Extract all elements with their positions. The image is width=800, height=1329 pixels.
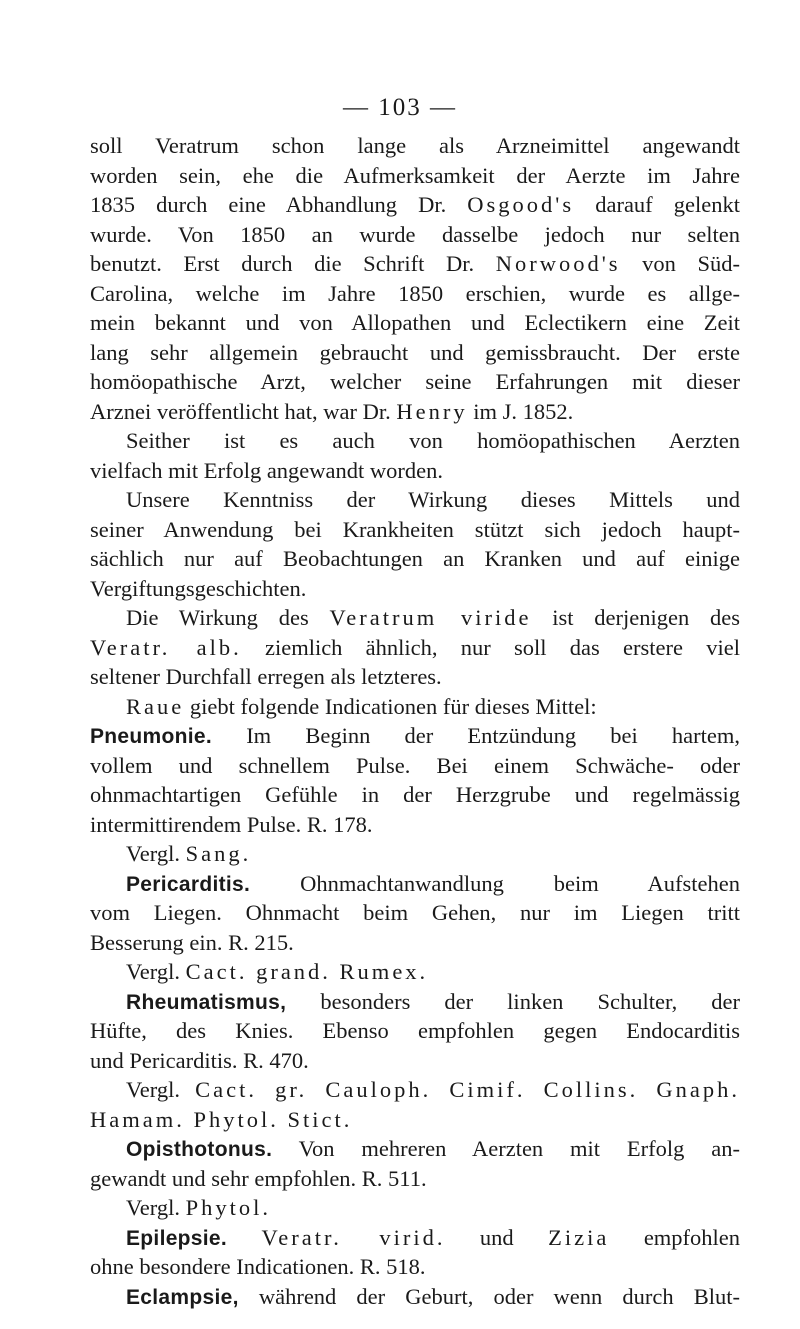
remedy-name: Veratrum viride	[329, 605, 532, 630]
remedy-name: Veratr. virid.	[261, 1224, 446, 1250]
text-line	[90, 1105, 740, 1135]
author-name: Henry	[396, 398, 468, 424]
text-line: Hüfte, des Knies. Ebenso empfohlen gegen Endocarditis	[90, 1018, 740, 1043]
text-line: seiner Anwendung bei Krankheiten stützt sich jedoch haupt-	[90, 516, 740, 542]
text-line: ohne besondere Indicationen. R. 518.	[90, 1254, 426, 1279]
text-line: wurde. Von 1850 an wurde dasselbe jedoch nur selten	[90, 221, 740, 247]
remedy-name: Zizia	[548, 1224, 610, 1250]
text-line: 1835 durch eine Abhandlung Dr. Osgood's darauf gelenkt	[90, 192, 740, 217]
section-heading-opisthotonus: Opisthotonus.	[126, 1138, 273, 1161]
text-line: Vergl. Cact. grand. Rumex.	[126, 959, 429, 984]
text-line: intermittirendem Pulse. R. 178.	[90, 811, 373, 837]
text-line: Unsere Kenntniss der Wirkung dieses Mittels und	[126, 487, 740, 512]
text-line: Rheumatismus, besonders der linken Schulter, der	[126, 988, 740, 1014]
text-line: Vergl. Cact. gr. Cauloph. Cimif. Collins. Gnaph.	[126, 1077, 740, 1102]
text-line: und Pericarditis. R. 470.	[90, 1047, 309, 1073]
page-number: — 103 —	[343, 94, 457, 121]
text-line: worden sein, ehe die Aufmerksamkeit der Aerzte im Jahre	[90, 162, 740, 188]
author-name: Raue	[126, 693, 185, 719]
text-line: Vergiftungsgeschichten.	[90, 575, 307, 601]
text-line: Seither ist es auch von homöopathischen Aerzten	[126, 428, 740, 453]
body-text	[90, 131, 740, 1311]
remedy-name: Cact. gr. Cauloph. Cimif. Collins. Gnaph.	[195, 1077, 740, 1102]
text-line: mein bekannt und von Allopathen und Eclectikern eine Zeit	[90, 310, 740, 335]
remedy-name: Cact. grand. Rumex.	[185, 959, 429, 984]
text-line: Arznei veröffentlicht hat, war Dr. Henry im J. 1852.	[90, 398, 574, 424]
text-line: Vergl. Phytol.	[126, 1195, 271, 1220]
text-line: lang sehr allgemein gebraucht und gemissbraucht. Der erste	[90, 339, 740, 365]
section-heading-pericarditis: Pericarditis.	[126, 872, 251, 896]
text-line: Eclampsie, während der Geburt, oder wenn durch Blut-	[126, 1283, 740, 1309]
text-line: Vergl. Sang.	[126, 841, 252, 866]
text-line: Die Wirkung des Veratrum viride ist derjenigen des	[126, 605, 740, 630]
author-name: Osgood's	[467, 192, 575, 217]
section-heading-rheumatismus: Rheumatismus,	[126, 990, 287, 1014]
text-line: Opisthotonus. Von mehreren Aerzten mit Erfolg an-	[126, 1136, 740, 1161]
text-line: Pericarditis. Ohnmachtanwandlung beim Aufstehen	[126, 870, 740, 896]
text-line: sächlich nur auf Beobachtungen an Kranken und auf einige	[90, 546, 740, 571]
text-line: Besserung ein. R. 215.	[90, 929, 294, 955]
section-heading-pneumonie: Pneumonie.	[90, 725, 213, 748]
text-line: Epilepsie. Veratr. virid. und Zizia empfohlen	[126, 1224, 741, 1250]
text-line: ohnmachtartigen Gefühle in der Herzgrube und regelmässig	[90, 782, 740, 807]
remedy-name: Veratr. alb.	[90, 634, 242, 660]
remedy-name: Sang.	[185, 841, 252, 866]
author-name: Norwood's	[495, 251, 621, 276]
text-line: Carolina, welche im Jahre 1850 erschien, wurde es allge-	[90, 280, 740, 306]
text-line: soll Veratrum schon lange als Arzneimittel angewandt	[90, 133, 740, 158]
text-line: vollem und schnellem Pulse. Bei einem Schwäche- oder	[90, 752, 740, 778]
text-line: Veratr. alb. ziemlich ähnlich, nur soll das erstere viel	[90, 634, 740, 660]
section-heading-epilepsie: Epilepsie.	[126, 1226, 228, 1250]
section-heading-eclampsie: Eclampsie,	[126, 1285, 239, 1309]
remedy-name: Phytol.	[185, 1195, 271, 1220]
text-line: Pneumonie. Im Beginn der Entzündung bei hartem,	[90, 723, 740, 748]
remedy-name: Hamam. Phytol. Stict.	[90, 1106, 353, 1132]
text-line: benutzt. Erst durch die Schrift Dr. Norwood's von Süd-	[90, 251, 740, 276]
text-line: seltener Durchfall erregen als letzteres.	[90, 664, 442, 689]
text-line: Raue giebt folgende Indicationen für dieses Mittel:	[126, 693, 597, 719]
text-line: gewandt und sehr empfohlen. R. 511.	[90, 1165, 427, 1191]
text-line: vielfach mit Erfolg angewandt worden.	[90, 457, 444, 483]
text-line: homöopathische Arzt, welcher seine Erfahrungen mit dieser	[90, 369, 740, 394]
text-line: vom Liegen. Ohnmacht beim Gehen, nur im Liegen tritt	[90, 900, 740, 925]
